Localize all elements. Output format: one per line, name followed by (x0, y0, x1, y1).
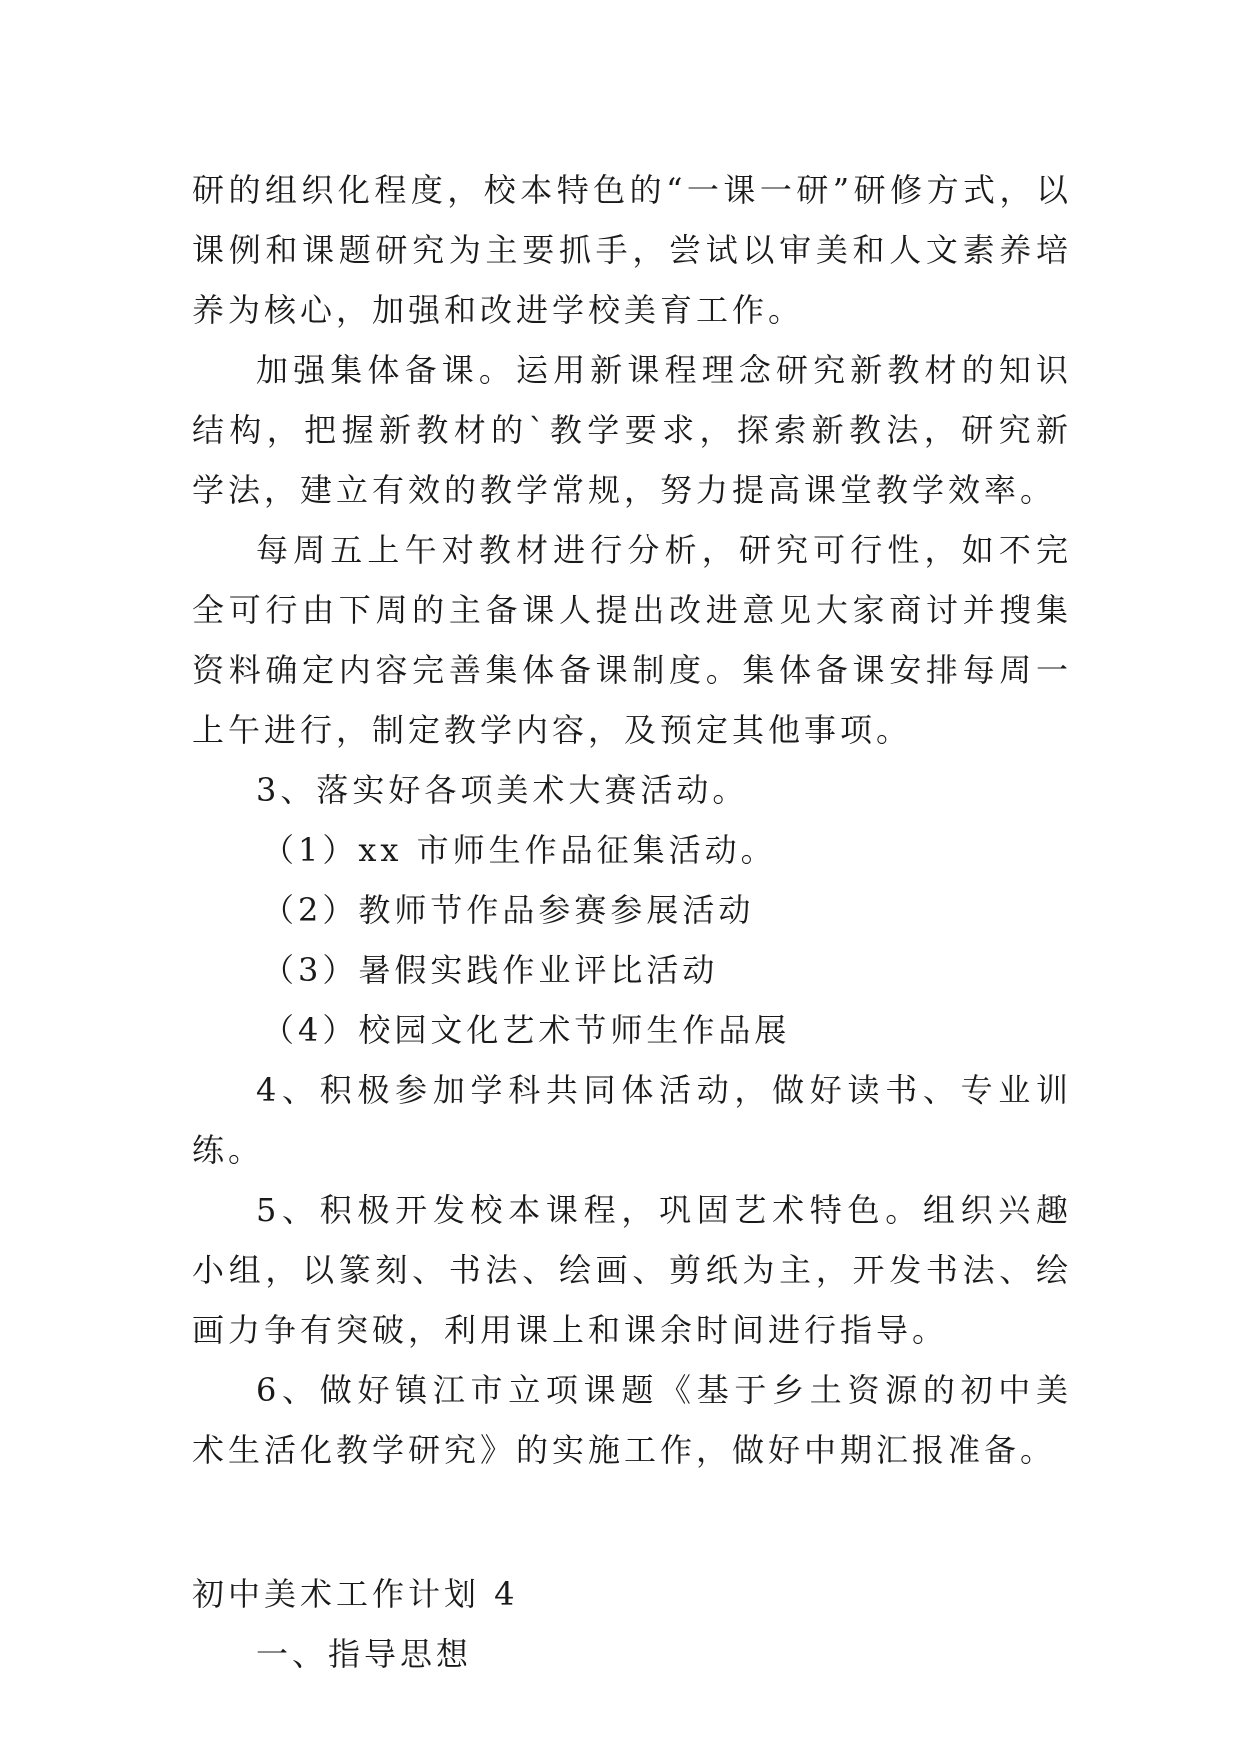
section-heading: 一、指导思想 (256, 1635, 473, 1673)
sub-item-2: （2）教师节作品参赛参展活动 (262, 891, 755, 929)
item-4-subject-community: 4、积极参加学科共同体活动，做好读书、专业训练。 (192, 1071, 1072, 1169)
sub-item-1: （1）xx 市师生作品征集活动。 (262, 831, 777, 869)
section-title: 初中美术工作计划 4 (192, 1575, 519, 1613)
paragraph-collective-lesson-prep: 加强集体备课。运用新课程理念研究新教材的知识结构，把握新教材的`教学要求，探索新教法，研究新学法，建立有效的教学常规，努力提高课堂教学效率。 (192, 351, 1072, 509)
sub-item-3: （3）暑假实践作业评比活动 (262, 951, 719, 989)
item-5-school-curriculum: 5、积极开发校本课程，巩固艺术特色。组织兴趣小组，以篆刻、书法、绘画、剪纸为主，开发书法、绘画力争有突破，利用课上和课余时间进行指导。 (192, 1191, 1072, 1349)
paragraph-continuation: 研的组织化程度，校本特色的“一课一研”研修方式，以课例和课题研究为主要抓手，尝试以审美和人文素养培养为核心，加强和改进学校美育工作。 (192, 171, 1072, 329)
paragraph-friday-analysis: 每周五上午对教材进行分析，研究可行性，如不完全可行由下周的主备课人提出改进意见大家商讨并搜集资料确定内容完善集体备课制度。集体备课安排每周一上午进行，制定教学内容，及预定其他事项。 (192, 531, 1072, 749)
item-6-research-project: 6、做好镇江市立项课题《基于乡土资源的初中美术生活化教学研究》的实施工作，做好中期汇报准备。 (192, 1371, 1072, 1469)
sub-item-4: （4）校园文化艺术节师生作品展 (262, 1011, 791, 1049)
document-body (192, 160, 1072, 1684)
item-3-art-competitions: 3、落实好各项美术大赛活动。 (256, 771, 749, 809)
